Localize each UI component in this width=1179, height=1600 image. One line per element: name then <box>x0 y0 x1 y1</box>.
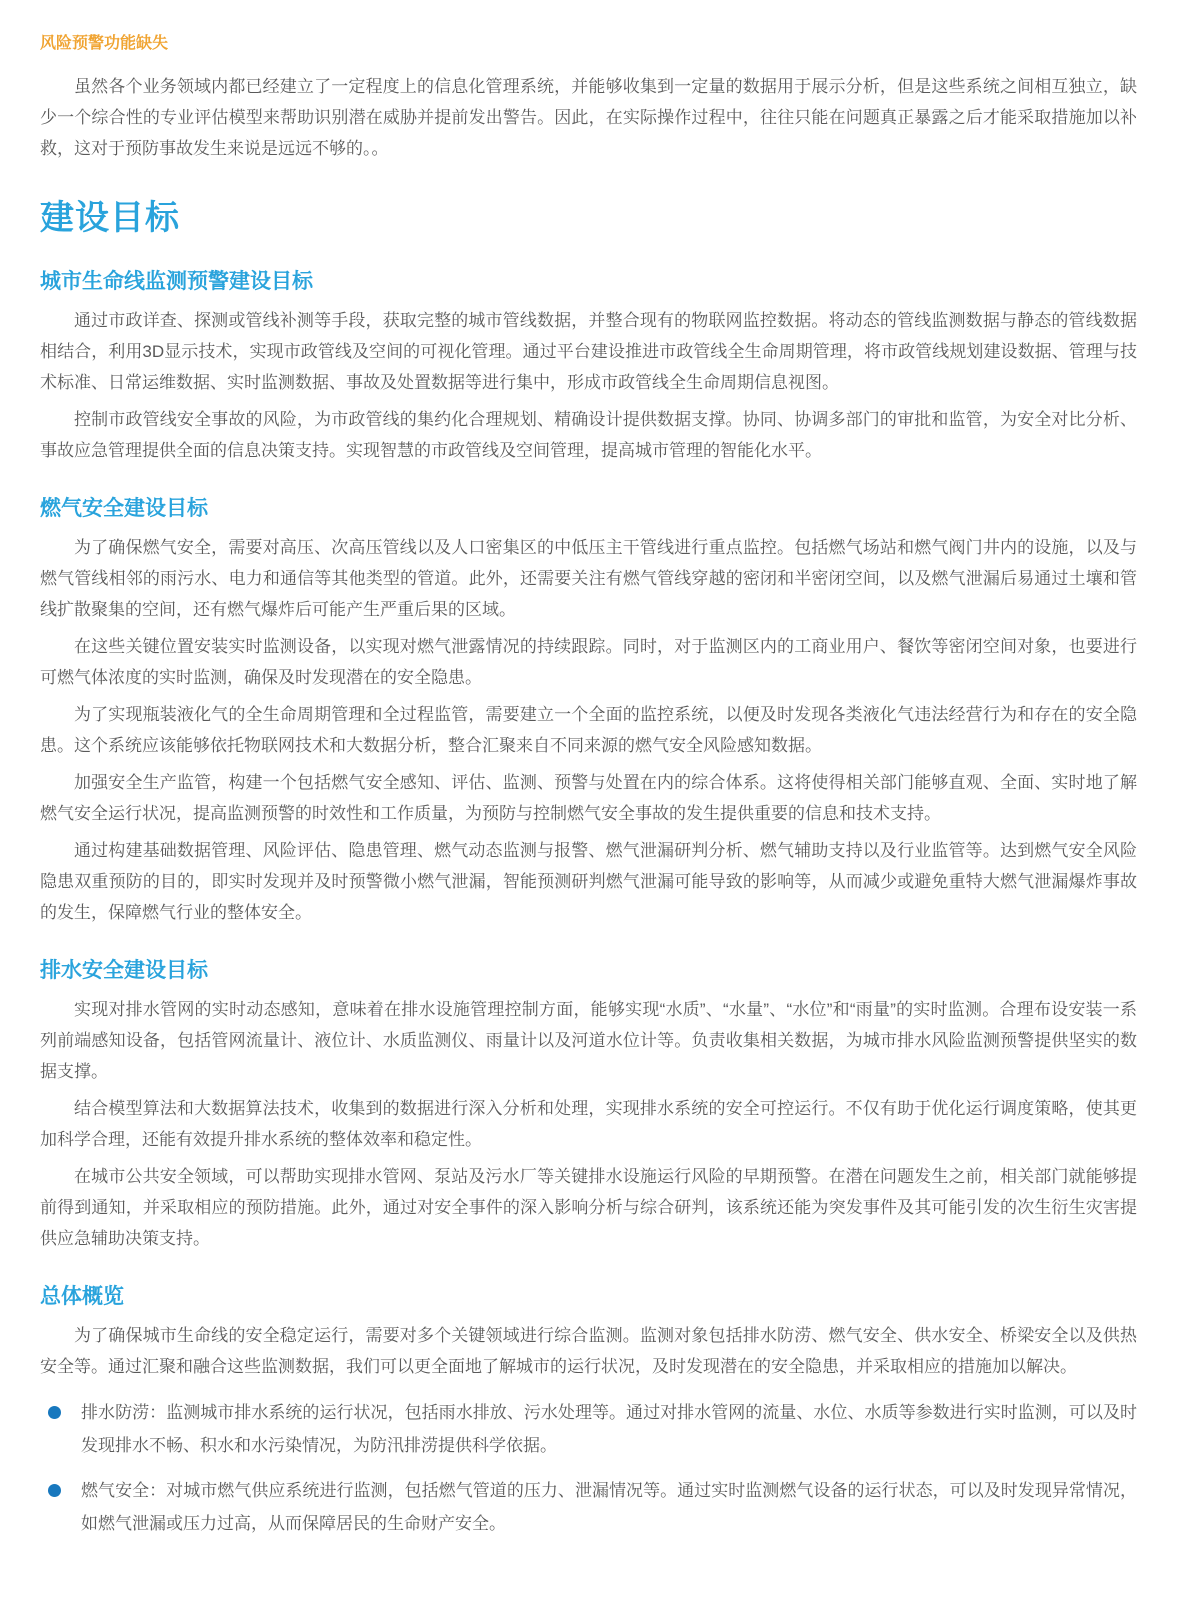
overview-paragraph: 为了确保城市生命线的安全稳定运行，需要对多个关键领域进行综合监测。监测对象包括排水防涝、燃气安全、供水安全、桥梁安全以及供热安全等。通过汇聚和融合这些监测数据，我们可以更全面地了解城市的运行状况，及时发现潜在的安全隐患，并采取相应的措施加以解决。 <box>40 1326 1137 1376</box>
drainage-paragraph-3: 在城市公共安全领域，可以帮助实现排水管网、泵站及污水厂等关键排水设施运行风险的早期预警。在潜在问题发生之前，相关部门就能够提前得到通知，并采取相应的预防措施。此外，通过对安全事件的深入影响分析与综合研判，该系统还能为突发事件及其可能引发的次生衍生灾害提供应急辅助决策支持。 <box>40 1167 1137 1248</box>
list-item <box>40 1396 1137 1462</box>
risk-section-title: 风险预警功能缺失 <box>40 35 169 52</box>
lifeline-section-title: 城市生命线监测预警建设目标 <box>40 270 313 293</box>
page-title: 建设目标 <box>40 199 180 237</box>
gas-section-title: 燃气安全建设目标 <box>40 497 208 520</box>
list-item <box>40 1474 1137 1540</box>
overview-section-title: 总体概览 <box>40 1285 124 1308</box>
drainage-paragraph-2: 结合模型算法和大数据算法技术，收集到的数据进行深入分析和处理，实现排水系统的安全可控运行。不仅有助于优化运行调度策略，使其更加科学合理，还能有效提升排水系统的整体效率和稳定性。 <box>40 1099 1137 1149</box>
lifeline-paragraph-1: 通过市政详查、探测或管线补测等手段，获取完整的城市管线数据，并整合现有的物联网监控数据。将动态的管线监测数据与静态的管线数据相结合，利用3D显示技术，实现市政管线及空间的可视化管理。通过平台建设推进市政管线全生命周期管理，将市政管线规划建设数据、管理与技术标准、日常运维数据、实时监测数据、事故及处置数据等进行集中，形成市政管线全生命周期信息视图。 <box>40 311 1137 392</box>
bullet-dot-icon <box>48 1484 61 1497</box>
gas-paragraph-3: 为了实现瓶装液化气的全生命周期管理和全过程监管，需要建立一个全面的监控系统，以便及时发现各类液化气违法经营行为和存在的安全隐患。这个系统应该能够依托物联网技术和大数据分析，整合汇聚来自不同来源的燃气安全风险感知数据。 <box>40 705 1137 755</box>
bullet-text-gas: 燃气安全：对城市燃气供应系统进行监测，包括燃气管道的压力、泄漏情况等。通过实时监测燃气设备的运行状态，可以及时发现异常情况，如燃气泄漏或压力过高，从而保障居民的生命财产安全。 <box>81 1481 1137 1533</box>
bullet-dot-icon <box>48 1406 61 1419</box>
gas-paragraph-1: 为了确保燃气安全，需要对高压、次高压管线以及人口密集区的中低压主干管线进行重点监控。包括燃气场站和燃气阀门井内的设施，以及与燃气管线相邻的雨污水、电力和通信等其他类型的管道。此外，还需要关注有燃气管线穿越的密闭和半密闭空间，以及燃气泄漏后易通过土壤和管线扩散聚集的空间，还有燃气爆炸后可能产生严重后果的区域。 <box>40 538 1137 619</box>
bullet-text-drainage: 排水防涝：监测城市排水系统的运行状况，包括雨水排放、污水处理等。通过对排水管网的流量、水位、水质等参数进行实时监测，可以及时发现排水不畅、积水和水污染情况，为防汛排涝提供科学依据。 <box>81 1403 1137 1455</box>
overview-bullet-list <box>40 1396 1137 1540</box>
risk-paragraph: 虽然各个业务领域内都已经建立了一定程度上的信息化管理系统，并能够收集到一定量的数据用于展示分析，但是这些系统之间相互独立，缺少一个综合性的专业评估模型来帮助识别潜在威胁并提前发出警告。因此，在实际操作过程中，往往只能在问题真正暴露之后才能采取措施加以补救，这对于预防事故发生来说是远远不够的。。 <box>40 77 1137 158</box>
drainage-section-title: 排水安全建设目标 <box>40 959 208 982</box>
gas-paragraph-4: 加强安全生产监管，构建一个包括燃气安全感知、评估、监测、预警与处置在内的综合体系。这将使得相关部门能够直观、全面、实时地了解燃气安全运行状况，提高监测预警的时效性和工作质量，为预防与控制燃气安全事故的发生提供重要的信息和技术支持。 <box>40 773 1137 823</box>
drainage-paragraph-1: 实现对排水管网的实时动态感知，意味着在排水设施管理控制方面，能够实现“水质”、“水量”、“水位”和“雨量”的实时监测。合理布设安装一系列前端感知设备，包括管网流量计、液位计、水质监测仪、雨量计以及河道水位计等。负责收集相关数据，为城市排水风险监测预警提供坚实的数据支撑。 <box>40 1000 1137 1081</box>
gas-paragraph-2: 在这些关键位置安装实时监测设备，以实现对燃气泄露情况的持续跟踪。同时，对于监测区内的工商业用户、餐饮等密闭空间对象，也要进行可燃气体浓度的实时监测，确保及时发现潜在的安全隐患。 <box>40 637 1137 687</box>
gas-paragraph-5: 通过构建基础数据管理、风险评估、隐患管理、燃气动态监测与报警、燃气泄漏研判分析、燃气辅助支持以及行业监管等。达到燃气安全风险隐患双重预防的目的，即实时发现并及时预警微小燃气泄漏，智能预测研判燃气泄漏可能导致的影响等，从而减少或避免重特大燃气泄漏爆炸事故的发生，保障燃气行业的整体安全。 <box>40 841 1137 922</box>
lifeline-paragraph-2: 控制市政管线安全事故的风险，为市政管线的集约化合理规划、精确设计提供数据支撑。协同、协调多部门的审批和监管，为安全对比分析、事故应急管理提供全面的信息决策支持。实现智慧的市政管线及空间管理，提高城市管理的智能化水平。 <box>40 410 1137 460</box>
